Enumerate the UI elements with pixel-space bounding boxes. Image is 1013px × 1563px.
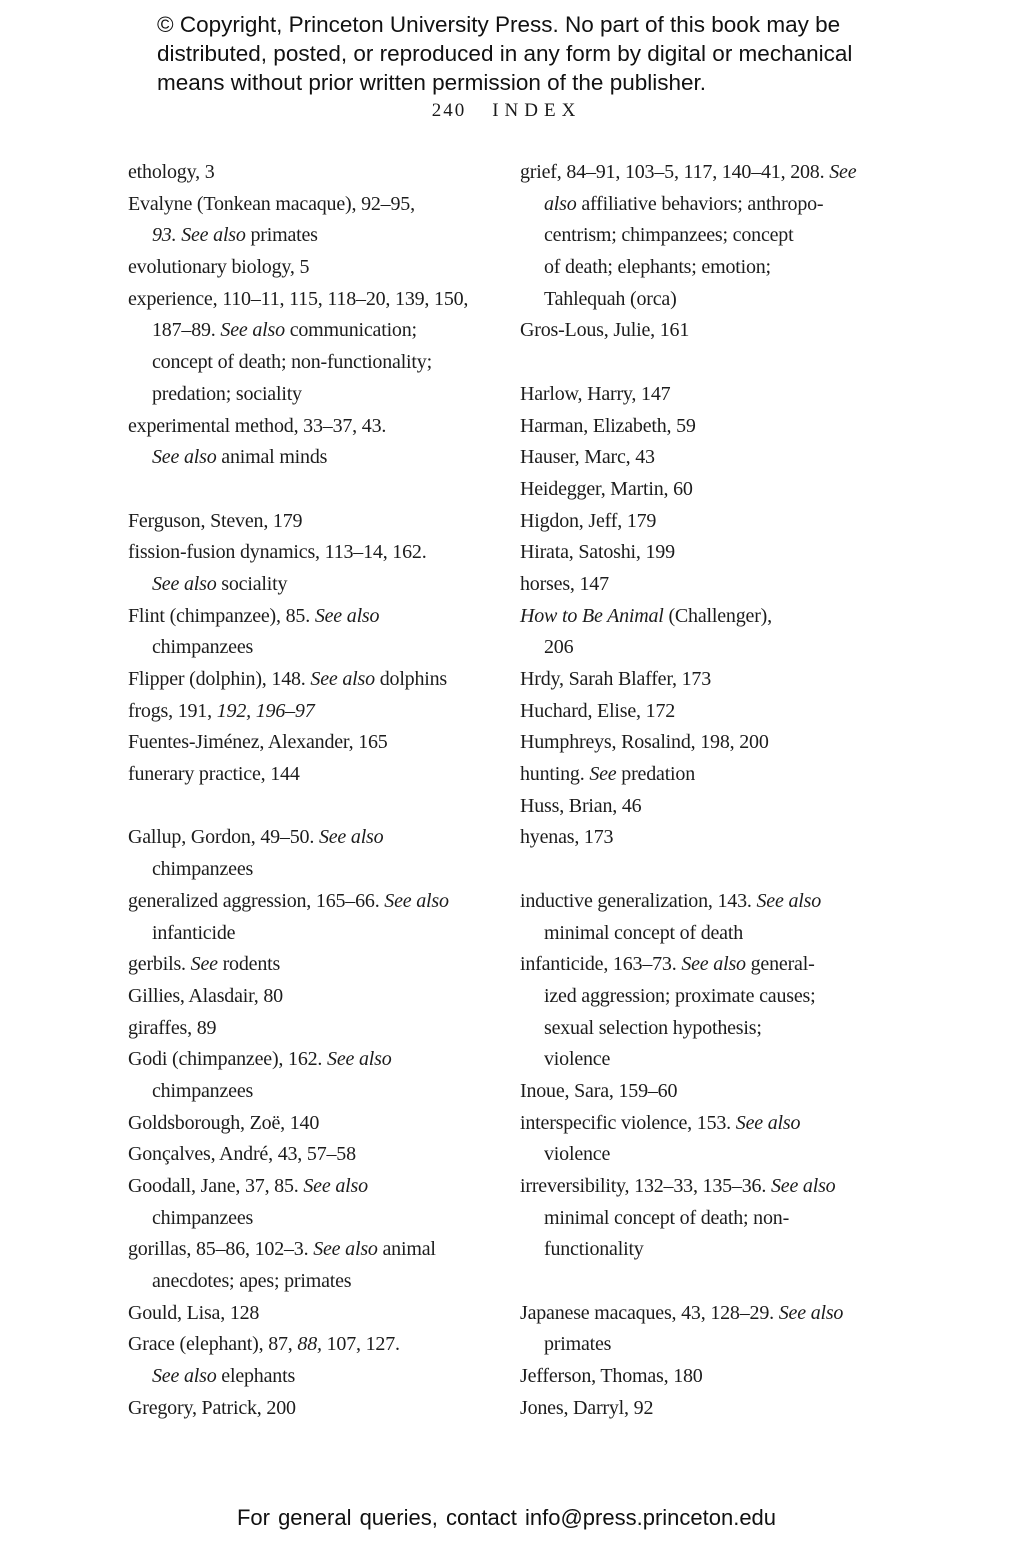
footer-contact: For general queries, contact info@press.princeton.edu (236, 1505, 777, 1530)
index-column-right (520, 157, 903, 1425)
index-entry-line (128, 727, 500, 759)
index-entry-line (520, 411, 903, 443)
index-entry-line (520, 1013, 903, 1045)
index-text-run: animal minds (216, 446, 328, 469)
index-entry-line (128, 1234, 500, 1266)
index-text-run: Goodall, Jane, 37, 85. (128, 1175, 304, 1197)
index-entry-line (520, 1203, 903, 1235)
index-text-run: See also (152, 446, 217, 469)
copyright-notice (157, 10, 897, 97)
index-text-run: infanticide, 163–73. (520, 953, 682, 976)
copyright-line: © Copyright, Princeton University Press. No part of this book may be (157, 12, 841, 37)
index-entry-line (128, 1139, 500, 1171)
index-entry-line (128, 220, 500, 252)
index-entry-line (520, 252, 903, 284)
index-entry-line (128, 981, 500, 1013)
index-entry-line (520, 442, 903, 474)
index-text-run: Gregory, Patrick, 200 (128, 1396, 296, 1419)
index-entry-line (128, 1298, 500, 1330)
index-text-run: primates (245, 224, 318, 247)
index-text-run: See also (152, 1365, 217, 1388)
index-text-run: 107, 127. (321, 1333, 400, 1356)
index-entry-line (520, 189, 903, 221)
index-text-run: chimpanzees (152, 858, 254, 881)
index-text-run: giraffes, 89 (128, 1016, 217, 1039)
index-entry-line (520, 727, 903, 759)
index-entry-line (520, 1393, 903, 1425)
index-text-run: Gros-Lous, Julie, 161 (520, 319, 690, 342)
index-entry-line (520, 632, 903, 664)
index-text-run: Godi (chimpanzee), 162. (128, 1048, 328, 1071)
index-text-run: chimpanzees (152, 1206, 254, 1229)
index-text-run: irreversibility, 132–33, 135–36. (520, 1175, 771, 1197)
index-entry-line (128, 537, 500, 569)
index-text-run: Huchard, Elise, 172 (520, 699, 676, 722)
index-entry-line (520, 157, 903, 189)
index-group (128, 822, 500, 1424)
index-entry-line (520, 1108, 903, 1140)
index-text-run: See also (735, 1111, 801, 1134)
index-text-run: rodents (217, 953, 281, 976)
index-group (128, 157, 500, 474)
index-entry-line (128, 1076, 500, 1108)
index-entry-line (520, 664, 903, 696)
index-entry-line (128, 1329, 500, 1361)
index-entry-line (128, 632, 500, 664)
index-text-run: animal (377, 1238, 436, 1261)
index-text-run: experience, 110–11, 115, 118–20, 139, 150, (128, 287, 469, 310)
index-text-run: Hirata, Satoshi, 199 (520, 541, 675, 564)
index-text-run: 192, 196–97 (216, 699, 315, 722)
index-group (520, 886, 903, 1266)
index-text-run: Humphreys, Rosalind, 198, 200 (520, 731, 769, 754)
index-text-run: fission-fusion dynamics, 113–14, 162. (128, 541, 427, 564)
index-entry-line (520, 284, 903, 316)
index-entry-line (128, 189, 500, 221)
index-entry-line (128, 601, 500, 633)
index-entry-line (128, 1108, 500, 1140)
index-text-run: Gillies, Alasdair, 80 (128, 984, 283, 1007)
index-entry-line (128, 886, 500, 918)
index-text-run: Jones, Darryl, 92 (520, 1396, 654, 1419)
index-entry-line (128, 1044, 500, 1076)
index-text-run: Gonçalves, André, 43, 57–58 (128, 1143, 356, 1166)
index-entry-line (128, 1393, 500, 1425)
index-text-run: hyenas, 173 (520, 826, 614, 849)
index-text-run: Flipper (dolphin), 148. (128, 668, 311, 690)
index-entry-line (128, 664, 500, 696)
index-text-run: ethology, 3 (128, 161, 215, 183)
index-text-run: evolutionary biology, 5 (128, 256, 310, 279)
index-column-left (128, 157, 500, 1425)
index-text-run: Ferguson, Steven, 179 (128, 509, 303, 532)
index-entry-line (128, 411, 500, 443)
index-entry-line (128, 1266, 500, 1298)
index-group (520, 157, 903, 347)
index-entry-line (520, 569, 903, 601)
page-number: 240 (431, 100, 467, 121)
index-text-run: infanticide (152, 921, 236, 944)
index-text-run: Gould, Lisa, 128 (128, 1301, 260, 1324)
index-text-run: Fuentes-Jiménez, Alexander, 165 (128, 731, 388, 754)
index-text-run: centrism; chimpanzees; concept (544, 224, 794, 247)
index-text-run: frogs, 191, (128, 699, 217, 722)
page-header (0, 100, 1013, 122)
index-text-run: primates (544, 1333, 612, 1356)
index-entry-line (128, 822, 500, 854)
index-text-run: See (589, 763, 617, 786)
index-entry-line (520, 1076, 903, 1108)
index-text-run: generalized aggression, 165–66. (128, 889, 385, 912)
index-text-run: inductive generalization, 143. (520, 889, 757, 912)
index-entry-line (520, 949, 903, 981)
index-text-run: Flint (chimpanzee), 85. (128, 604, 315, 627)
index-text-run: minimal concept of death (544, 921, 744, 944)
index-group (128, 506, 500, 791)
index-columns (128, 157, 903, 1425)
index-text-run: 187–89. (152, 319, 221, 342)
index-text-run: See also (314, 604, 380, 627)
index-entry-line (520, 1298, 903, 1330)
index-entry-line (520, 1044, 903, 1076)
index-entry-line (520, 379, 903, 411)
index-text-run: Jefferson, Thomas, 180 (520, 1365, 703, 1388)
index-text-run: See also (313, 1238, 378, 1261)
index-text-run: Inoue, Sara, 159–60 (520, 1079, 678, 1102)
index-group (520, 1298, 903, 1425)
index-entry-line (128, 284, 500, 316)
index-text-run: communication; (284, 319, 417, 342)
index-text-run: Harman, Elizabeth, 59 (520, 414, 696, 437)
index-text-run: Hauser, Marc, 43 (520, 446, 655, 469)
index-entry-line (520, 220, 903, 252)
index-text-run: See also (303, 1175, 368, 1197)
index-text-run: Japanese macaques, 43, 128–29. (520, 1301, 779, 1324)
index-entry-line (128, 1361, 500, 1393)
index-entry-line (128, 1171, 500, 1203)
index-text-run: grief, 84–91, 103–5, 117, 140–41, 208. (520, 161, 830, 183)
index-entry-line (520, 759, 903, 791)
index-text-run: Grace (elephant), 87, (128, 1333, 298, 1356)
index-text-run: See also (681, 953, 746, 976)
index-group (520, 379, 903, 854)
index-text-run: gorillas, 85–86, 102–3. (128, 1238, 314, 1261)
index-text-run: Heidegger, Martin, 60 (520, 477, 693, 500)
copyright-line: distributed, posted, or reproduced in any form by digital or mechanical (157, 41, 853, 66)
index-text-run: See also (756, 889, 821, 912)
index-text-run: See also (318, 826, 384, 849)
index-entry-line (128, 315, 500, 347)
index-text-run: sociality (216, 572, 288, 595)
index-text-run: chimpanzees (152, 1079, 254, 1102)
index-entry-line (520, 506, 903, 538)
index-text-run: of death; elephants; emotion; (544, 256, 771, 279)
index-entry-line (520, 696, 903, 728)
index-text-run: horses, 147 (520, 572, 609, 595)
index-text-run: also (544, 192, 577, 215)
index-text-run: minimal concept of death; non- (544, 1206, 790, 1229)
index-text-run: (Challenger), (663, 604, 772, 627)
index-text-run: anecdotes; apes; primates (152, 1270, 352, 1293)
index-text-run: See (190, 953, 218, 976)
index-text-run: experimental method, 33–37, 43. (128, 414, 387, 437)
index-entry-line (520, 315, 903, 347)
index-text-run: interspecific violence, 153. (520, 1111, 736, 1134)
index-entry-line (520, 1171, 903, 1203)
index-text-run: Higdon, Jeff, 179 (520, 509, 657, 532)
index-entry-line (520, 474, 903, 506)
index-text-run: predation; sociality (152, 382, 302, 405)
index-text-run: sexual selection hypothesis; (544, 1016, 762, 1039)
index-entry-line (128, 759, 500, 791)
index-entry-line (128, 347, 500, 379)
index-text-run: Harlow, Harry, 147 (520, 382, 671, 405)
index-text-run: Tahlequah (orca) (544, 287, 677, 310)
index-entry-line (520, 822, 903, 854)
index-entry-line (128, 157, 500, 189)
index-entry-line (520, 537, 903, 569)
index-text-run: See also (770, 1175, 836, 1197)
index-entry-line (128, 696, 500, 728)
index-text-run: violence (544, 1143, 611, 1166)
index-text-run: gerbils. (128, 953, 191, 976)
index-text-run: How to Be Animal (520, 604, 664, 627)
index-text-run: See also (327, 1048, 392, 1071)
index-text-run: predation (616, 763, 696, 786)
index-text-run: Gallup, Gordon, 49–50. (128, 826, 319, 849)
index-entry-line (128, 949, 500, 981)
index-text-run: concept of death; non-functionality; (152, 351, 432, 374)
index-text-run: See also (220, 319, 285, 342)
index-entry-line (128, 1013, 500, 1045)
index-text-run: hunting. (520, 763, 590, 786)
index-text-run: Goldsborough, Zoë, 140 (128, 1111, 320, 1134)
index-text-run: 93. See also (152, 224, 246, 247)
index-text-run: functionality (544, 1238, 644, 1261)
index-text-run: elephants (216, 1365, 296, 1388)
index-text-run: 206 (544, 636, 574, 659)
index-entry-line (520, 791, 903, 823)
index-entry-line (128, 854, 500, 886)
index-text-run: Huss, Brian, 46 (520, 794, 642, 817)
index-entry-line (520, 1139, 903, 1171)
index-text-run: See also (310, 668, 375, 690)
index-text-run: violence (544, 1048, 611, 1071)
index-entry-line (520, 1329, 903, 1361)
index-text-run: See (829, 161, 857, 183)
index-entry-line (520, 1234, 903, 1266)
index-entry-line (520, 981, 903, 1013)
index-text-run: general- (745, 953, 815, 976)
index-entry-line (128, 918, 500, 950)
index-entry-line (128, 252, 500, 284)
index-entry-line (128, 506, 500, 538)
index-text-run: chimpanzees (152, 636, 254, 659)
index-text-run: 88, (297, 1333, 322, 1356)
index-text-run: Hrdy, Sarah Blaffer, 173 (520, 668, 712, 690)
index-entry-line (128, 1203, 500, 1235)
section-title: INDEX (492, 100, 582, 121)
copyright-line: means without prior written permission of the publisher. (157, 70, 707, 95)
index-text-run: dolphins (374, 668, 448, 690)
index-entry-line (128, 379, 500, 411)
index-text-run: See also (384, 889, 449, 912)
index-text-run: Evalyne (Tonkean macaque), 92–95, (128, 192, 415, 215)
index-entry-line (520, 601, 903, 633)
index-entry-line (520, 918, 903, 950)
index-text-run: See also (778, 1301, 844, 1324)
index-text-run: ized aggression; proximate causes; (544, 984, 816, 1007)
index-entry-line (128, 442, 500, 474)
index-text-run: funerary practice, 144 (128, 763, 300, 786)
index-entry-line (520, 1361, 903, 1393)
index-entry-line (520, 886, 903, 918)
index-text-run: affiliative behaviors; anthropo- (576, 192, 824, 215)
index-entry-line (128, 569, 500, 601)
index-text-run: See also (152, 572, 217, 595)
